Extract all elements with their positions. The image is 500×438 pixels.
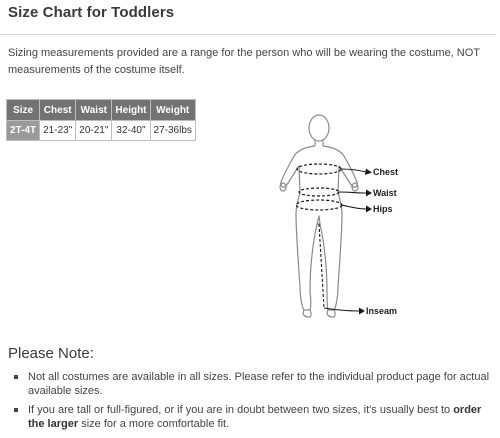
notes-list: [8, 370, 494, 436]
size-table: [6, 99, 196, 141]
column-header-waist: Waist: [76, 100, 112, 121]
please-note-heading: Please Note:: [8, 345, 94, 362]
list-item: [8, 370, 494, 398]
note-text-before: If you are tall or full-figured, or if you are in doubt between two sizes, it's usually best to: [28, 404, 454, 416]
waist-arrowhead: [366, 190, 372, 197]
column-header-weight: Weight: [150, 100, 195, 121]
waist-arrow: [339, 192, 366, 193]
bullet-icon: [14, 375, 18, 379]
cell-size: 2T-4T: [7, 121, 40, 141]
note-text: Not all costumes are available in all sizes. Please refer to the individual product page for actual available sizes.: [28, 371, 490, 397]
note-text-after: size for a more comfortable fit.: [78, 418, 230, 430]
page-title: Size Chart for Toddlers: [8, 4, 175, 21]
hips-measure-band: [296, 200, 342, 210]
body-silhouette: [280, 115, 358, 317]
column-header-chest: Chest: [40, 100, 76, 121]
column-header-height: Height: [112, 100, 150, 121]
note-text-bold: order the larger: [28, 404, 482, 430]
title-divider: [0, 34, 496, 35]
cell-waist: 20-21": [76, 121, 112, 141]
cell-chest: 21-23": [40, 121, 76, 141]
inseam-arrowhead: [359, 308, 365, 315]
chest-measure-band: [297, 164, 341, 174]
waist-measure-band: [299, 188, 339, 196]
sizing-intro-text: Sizing measurements provided are a range for the person who will be wearing the costume, NOT measurements of the costume itself.: [8, 47, 480, 76]
waist-label: Waist: [373, 188, 397, 198]
cell-weight: 27-36lbs: [150, 121, 195, 141]
column-header-size: Size: [7, 100, 40, 121]
hips-arrow: [342, 205, 366, 209]
table-header-row: [7, 100, 196, 121]
chest-arrow: [341, 169, 366, 172]
table-row: [7, 121, 196, 141]
inseam-measure-line: [319, 224, 324, 308]
inseam-label: Inseam: [366, 306, 398, 316]
chest-arrowhead: [365, 169, 372, 176]
chest-label: Chest: [373, 167, 399, 177]
list-item: [8, 403, 494, 431]
measurement-diagram: [262, 112, 412, 322]
bullet-icon: [14, 408, 18, 412]
hips-arrowhead: [366, 206, 372, 213]
cell-height: 32-40": [112, 121, 150, 141]
hips-label: Hips: [373, 204, 393, 214]
